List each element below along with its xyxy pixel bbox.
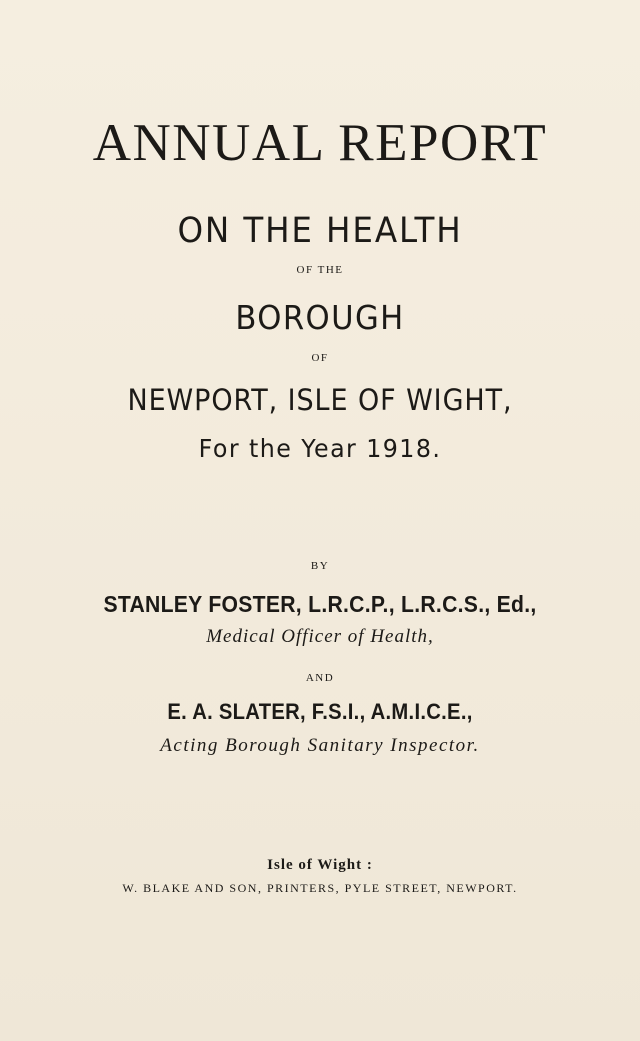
- borough-heading: BOROUGH: [235, 298, 405, 337]
- author-1-role: Medical Officer of Health,: [206, 626, 434, 647]
- connector-and: AND: [305, 672, 335, 684]
- place-name: NEWPORT, ISLE OF WIGHT,: [127, 383, 513, 417]
- connector-of: OF: [311, 352, 329, 364]
- author-2-role: Acting Borough Sanitary Inspector.: [160, 735, 480, 756]
- author-2-name: E. A. SLATER, F.S.I., A.M.I.C.E.,: [167, 699, 473, 724]
- imprint-place: Isle of Wight :: [267, 857, 373, 873]
- year-line: For the Year 1918.: [198, 434, 442, 463]
- connector-of-the: OF THE: [296, 264, 344, 276]
- author-1-name: STANLEY FOSTER, L.R.C.P., L.R.C.S., Ed.,: [103, 591, 537, 617]
- printer-imprint: W. BLAKE AND SON, PRINTERS, PYLE STREET, NEWPORT.: [122, 881, 518, 895]
- report-subtitle: ON THE HEALTH: [177, 211, 463, 251]
- connector-by: BY: [310, 560, 330, 572]
- report-title: ANNUAL REPORT: [92, 114, 548, 172]
